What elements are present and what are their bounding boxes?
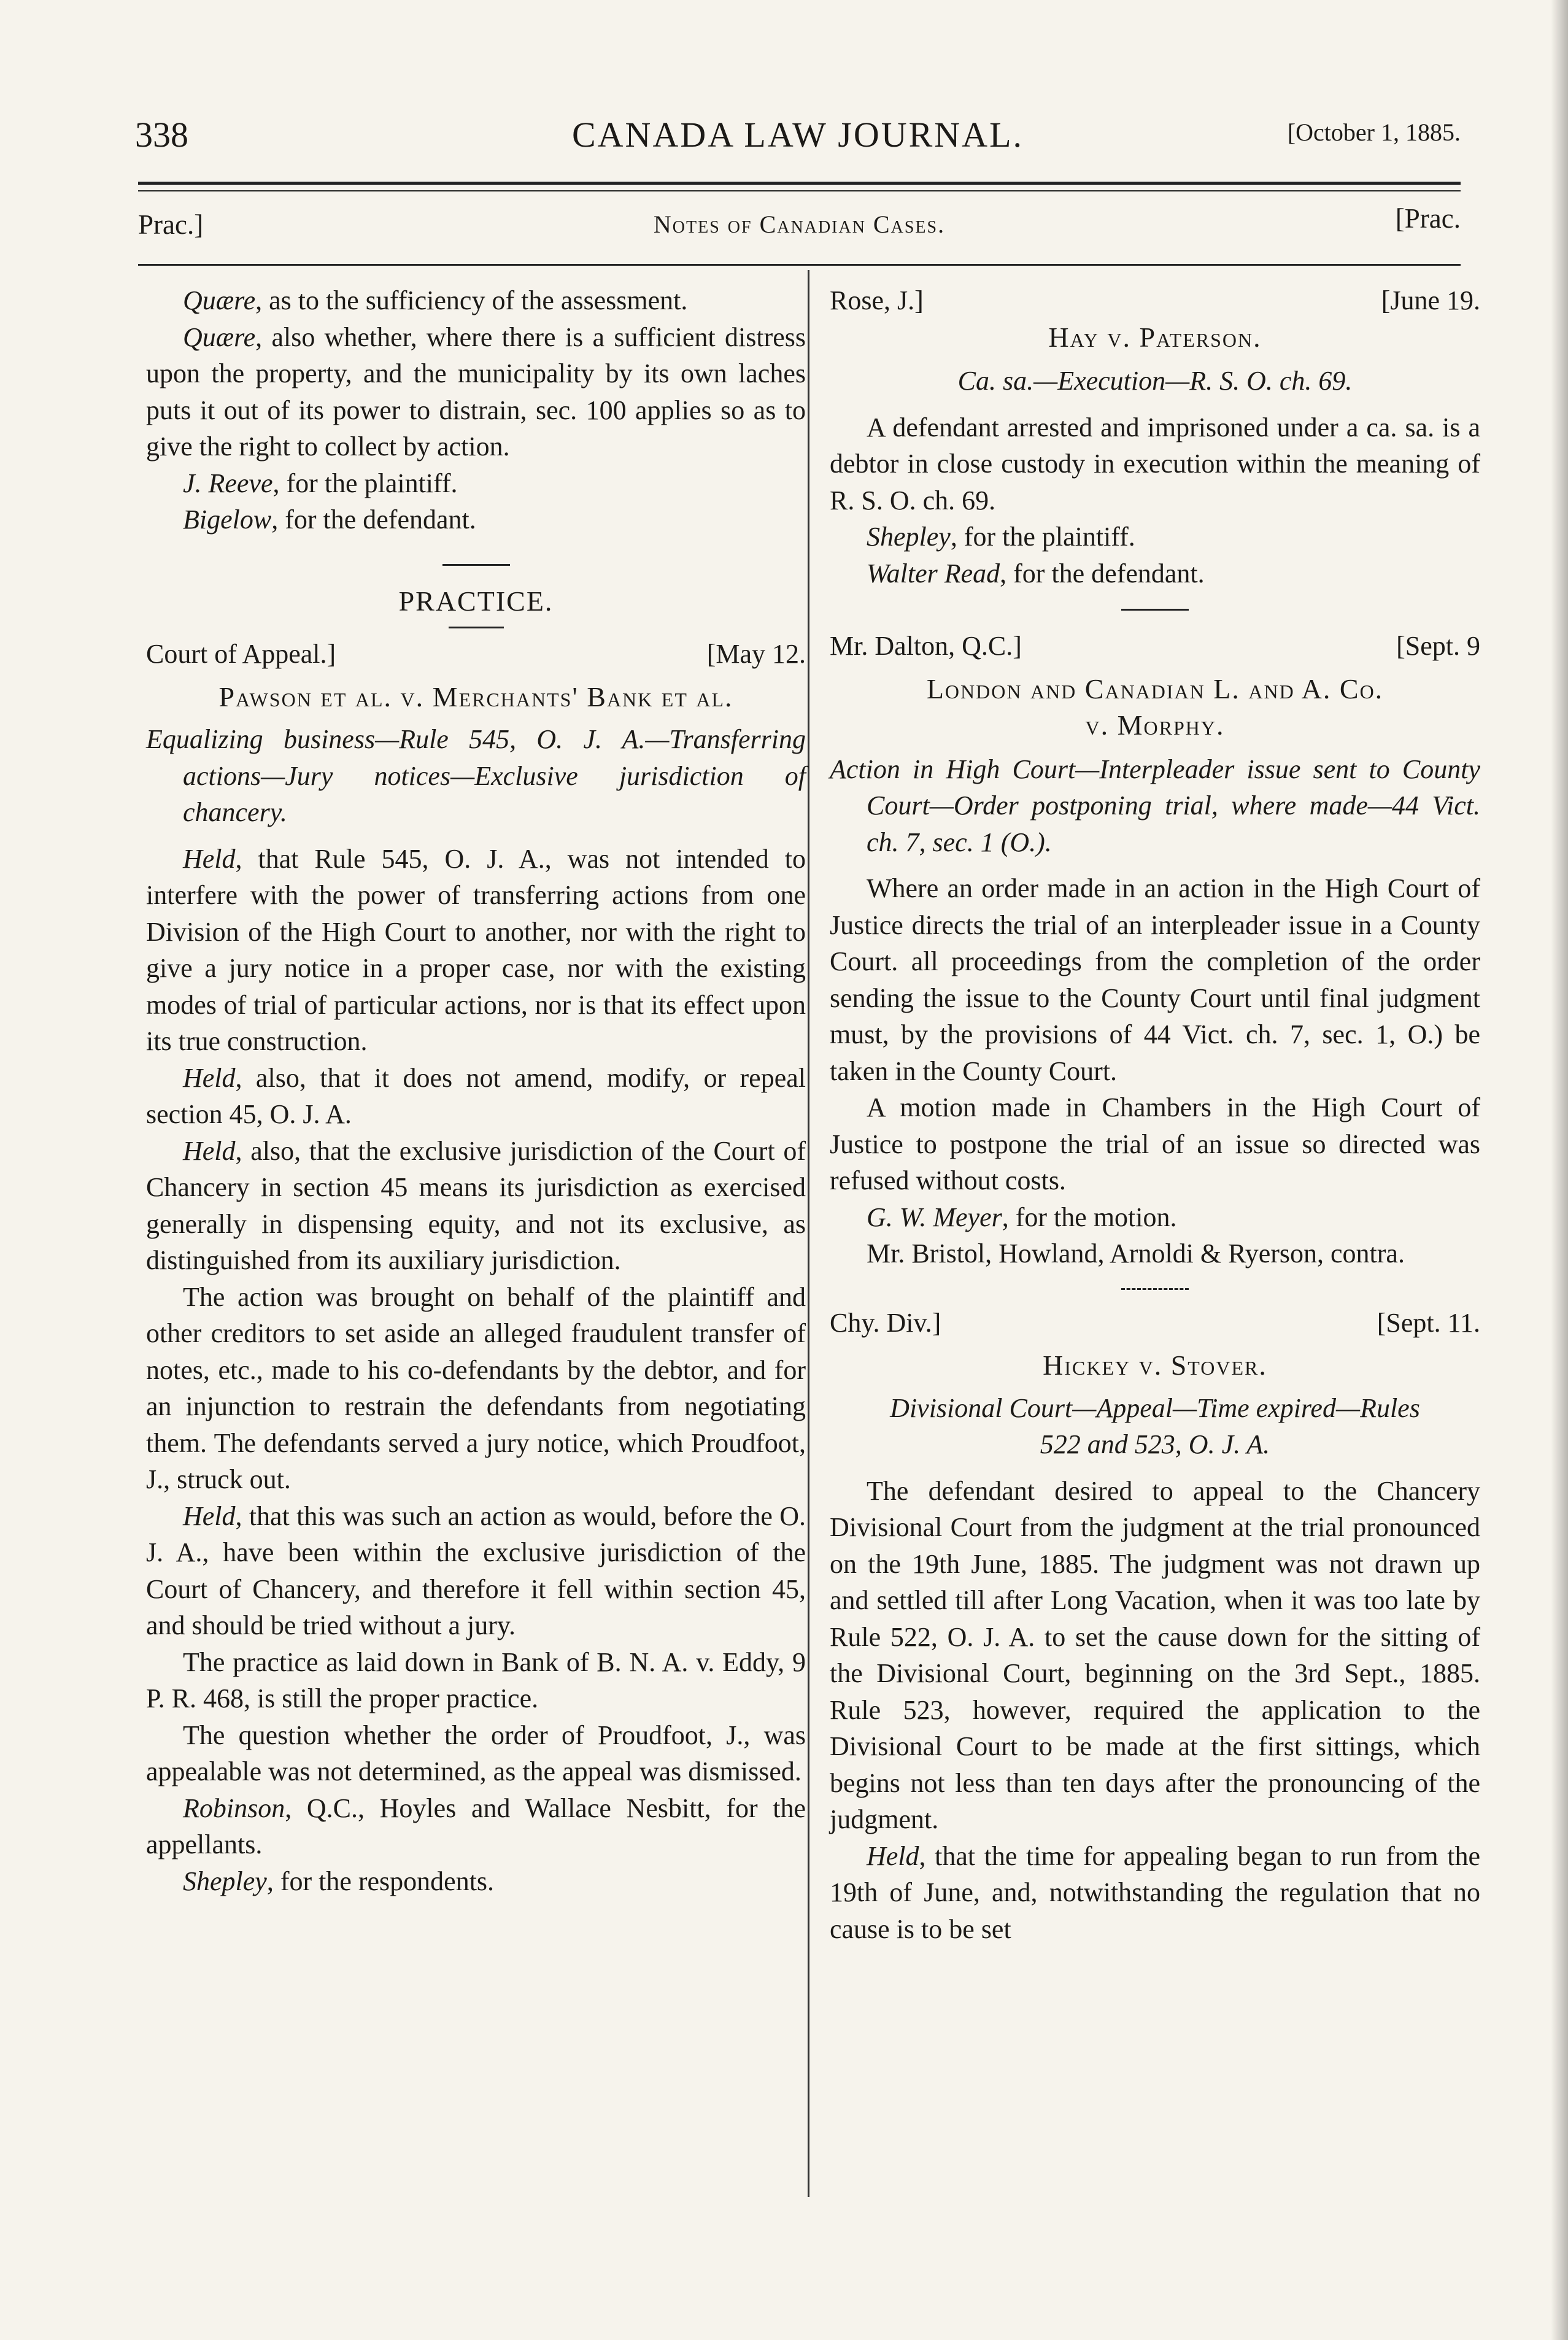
case-headnote: Ca. sa.—Execution—R. S. O. ch. 69. xyxy=(957,366,1353,396)
counsel-line: Bigelow, for the defendant. xyxy=(183,504,476,535)
counsel-line: Mr. Bristol, Howland, Arnoldi & Ryerson, contra. xyxy=(867,1238,1405,1268)
case-title: London and Canadian L. and A. Co. xyxy=(926,673,1384,705)
court-name: Mr. Dalton, Q.C.] xyxy=(830,631,1022,661)
case-paragraph: The action was brought on behalf of the plaintiff and other creditors to set aside an alleged fraudulent transfer of notes, etc., made to his co-defendants by the debtor, and for an injunction to restrain the defendants from negotiating them. The defendants served a jury notice, which Proudfoot, J., struck out. xyxy=(146,1281,806,1494)
journal-title: CANADA LAW JOURNAL. xyxy=(571,115,1024,155)
running-head-rule xyxy=(138,264,1461,266)
section-heading: PRACTICE. xyxy=(398,585,554,617)
case-court-line xyxy=(830,1305,1480,1342)
running-head-left: Prac.] xyxy=(138,209,204,240)
case-paragraph: Held, that the time for appealing began to run from the 19th of June, and, notwithstanding the regulation that no cause is to be set xyxy=(830,1840,1480,1944)
case-date: [Sept. 9 xyxy=(1396,631,1480,661)
page-edge-shadow xyxy=(1551,0,1568,2340)
page-number: 338 xyxy=(135,115,188,155)
case-title-continued: v. Morphy. xyxy=(1085,709,1225,741)
case-paragraph: Held, that this was such an action as would, before the O. J. A., have been within the exclusive jurisdiction of the Court of Chancery, and therefore it fell within section 45, and should be tried without a jury. xyxy=(146,1500,806,1640)
opening-paragraph: Quære, also whether, where there is a sufficient distress upon the property, and the municipality by its own laches puts it out of its power to distrain, sec. 100 applies so as to give the right to collect by action. xyxy=(146,322,806,461)
case-paragraph: A defendant arrested and imprisoned under a ca. sa. is a debtor in close custody in execution within the meaning of R. S. O. ch. 69. xyxy=(830,412,1480,515)
case-paragraph: The defendant desired to appeal to the Chancery Divisional Court from the judgment at the trial pronounced on the 19th June, 1885. The judgment was not drawn up and settled till after Long Vacation, when it was too late by Rule 522, O. J. A. to set the cause down for the sitting of the Divisional Court, beginning on the 3rd Sept., 1885. Rule 523, however, required the application to the Divisional Court to be made at the first sittings, which begins not less than ten days after the pronouncing of the judgment. xyxy=(830,1475,1480,1834)
case-paragraph: Held, also, that it does not amend, modify, or repeal section 45, O. J. A. xyxy=(146,1062,806,1129)
opening-paragraph: Quære, as to the sufficiency of the assessment. xyxy=(183,285,688,315)
header-rule-thick xyxy=(138,182,1461,185)
header-rule-thin xyxy=(138,190,1461,191)
counsel-line: G. W. Meyer, for the motion. xyxy=(867,1202,1177,1232)
case-date: [Sept. 11. xyxy=(1377,1307,1480,1338)
issue-date: [October 1, 1885. xyxy=(1287,118,1461,146)
column-divider xyxy=(808,270,809,2197)
counsel-line: Shepley, for the respondents. xyxy=(183,1866,495,1896)
case-court-line xyxy=(830,628,1480,665)
case-court-line xyxy=(146,636,806,673)
court-name: Chy. Div.] xyxy=(830,1307,941,1338)
case-date: [May 12. xyxy=(706,639,806,669)
counsel-line: Shepley, for the plaintiff. xyxy=(867,522,1135,552)
case-title: Hickey v. Stover. xyxy=(1043,1350,1267,1381)
case-paragraph: The question whether the order of Proudfoot, J., was appealable was not determined, as the appeal was dismissed. xyxy=(146,1720,806,1786)
case-paragraph: The practice as laid down in Bank of B. N. A. v. Eddy, 9 P. R. 468, is still the proper practice. xyxy=(146,1647,806,1713)
case-date: [June 19. xyxy=(1381,285,1480,315)
counsel-line: Walter Read, for the defendant. xyxy=(867,558,1205,589)
counsel-line: J. Reeve, for the plaintiff. xyxy=(183,468,458,498)
running-head-title: Notes of Canadian Cases. xyxy=(653,210,946,238)
case-title: Hay v. Paterson. xyxy=(1048,321,1262,353)
case-headnote: Divisional Court—Appeal—Time expired—Rules xyxy=(890,1392,1420,1423)
case-headnote-continued: 522 and 523, O. J. A. xyxy=(1040,1429,1270,1459)
running-head-right: [Prac. xyxy=(1395,203,1461,234)
left-column xyxy=(146,282,806,1899)
case-headnote: Equalizing business—Rule 545, O. J. A.—Transferring actions—Jury notices—Exclusive jurisdiction of chancery. xyxy=(146,724,806,827)
court-name: Rose, J.] xyxy=(830,285,924,315)
case-court-line xyxy=(830,282,1480,319)
case-headnote: Action in High Court—Interpleader issue sent to County Court—Order postponing trial, where made—44 Vict. ch. 7, sec. 1 (O.). xyxy=(830,754,1480,857)
right-column xyxy=(830,282,1480,1947)
case-paragraph: Held, also, that the exclusive jurisdiction of the Court of Chancery in section 45 means its jurisdiction as exercised generally in dispensing equity, and not its exclusive, as distinguished from its auxiliary jurisdiction. xyxy=(146,1135,806,1275)
case-paragraph: Held, that Rule 545, O. J. A., was not intended to interfere with the power of transferring actions from one Division of the High Court to another, nor with the right to give a jury notice in a proper case, nor with the existing modes of trial of particular actions, nor is that its effect upon its true construction. xyxy=(146,843,806,1056)
case-paragraph: A motion made in Chambers in the High Court of Justice to postpone the trial of an issue so directed was refused without costs. xyxy=(830,1092,1480,1195)
counsel-line: Robinson, Q.C., Hoyles and Wallace Nesbitt, for the appellants. xyxy=(146,1793,806,1859)
court-name: Court of Appeal.] xyxy=(146,639,336,669)
page-header xyxy=(135,109,1461,164)
case-paragraph: Where an order made in an action in the High Court of Justice directs the trial of an interpleader issue in a County Court. all proceedings from the completion of the order sending the issue to the County Court until final judgment must, by the provisions of 44 Vict. ch. 7, sec. 1, O.) be taken in the County Court. xyxy=(830,873,1480,1086)
running-head xyxy=(138,203,1461,245)
case-title: Pawson et al. v. Merchants' Bank et al. xyxy=(218,681,733,712)
